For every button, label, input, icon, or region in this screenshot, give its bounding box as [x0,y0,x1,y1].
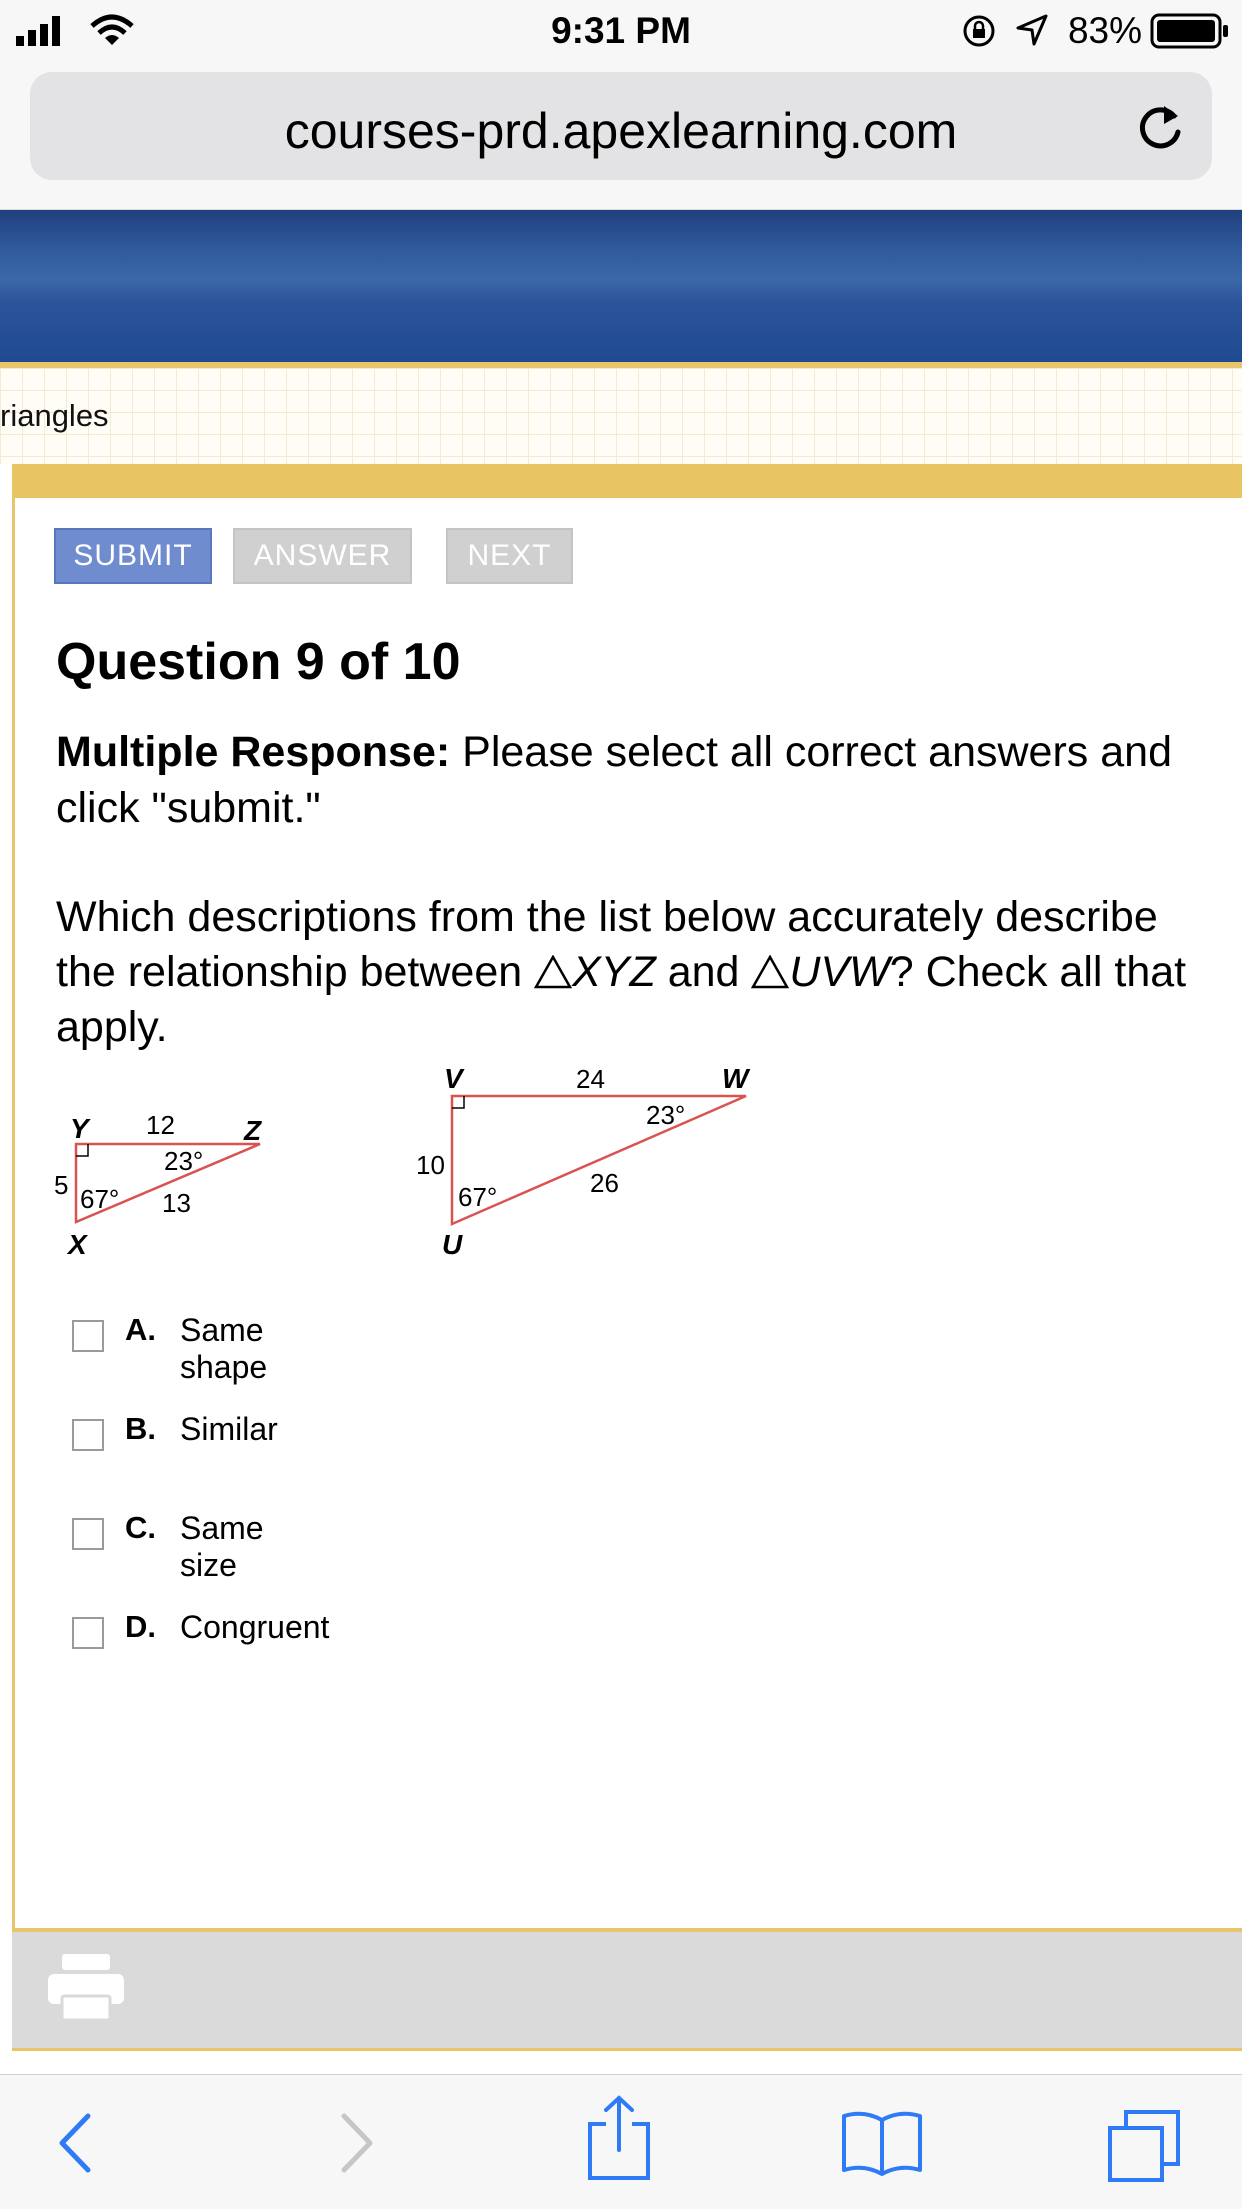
checkbox[interactable] [72,1419,104,1451]
vertex-y: Y [70,1113,89,1144]
browser-address-area [0,62,1242,210]
right-angle-marker [452,1096,464,1108]
side-uv-label: 10 [416,1150,445,1180]
lesson-title-strip [0,368,1242,464]
choice-letter: D. [125,1609,156,1644]
lesson-title: riangles [0,398,109,433]
question-text-part3: ? Check all that apply. [56,948,1187,1051]
question-instruction [56,724,1206,836]
address-bar[interactable] [30,72,1212,180]
angle-u-label: 67° [458,1182,498,1212]
checkbox[interactable] [72,1617,104,1649]
angle-w-label: 23° [646,1100,686,1130]
question-text [56,890,1226,1055]
choice-text[interactable]: Congruent [180,1609,330,1645]
site-header-banner [0,210,1242,365]
share-icon[interactable] [584,2094,654,2182]
side-xz-label: 13 [162,1188,191,1218]
side-xy-label: 5 [54,1170,69,1200]
submit-button[interactable]: SUBMIT [54,528,212,584]
question-title: Question 9 of 10 [56,633,461,691]
triangle-name-uvw: UVW [789,948,890,996]
location-icon [1016,14,1048,46]
instruction-label: Multiple Response: [56,728,451,776]
checkbox[interactable] [72,1518,104,1550]
vertex-x: X [68,1229,87,1260]
side-uw-label: 26 [590,1168,619,1198]
choice-text[interactable]: Same shape [180,1312,268,1385]
panel-footer [12,1928,1242,2051]
vertex-u: U [442,1229,463,1260]
choice-letter: B. [125,1411,156,1446]
next-button[interactable]: NEXT [446,528,573,584]
angle-x-label: 67° [80,1184,120,1214]
choice-letter: A. [125,1312,156,1347]
vertex-z: Z [244,1115,262,1146]
side-vw-label: 24 [576,1064,605,1094]
triangle-xyz [54,1110,262,1260]
checkbox[interactable] [72,1320,104,1352]
vertex-v: V [444,1063,463,1094]
answer-button[interactable]: ANSWER [233,528,412,584]
orientation-lock-icon [962,14,996,48]
side-yz-label: 12 [146,1110,175,1140]
battery-percent: 83% [1067,10,1142,51]
angle-z-label: 23° [164,1146,204,1176]
right-angle-marker [76,1144,88,1156]
choice-letter: C. [125,1510,156,1545]
battery-icon [1150,12,1230,50]
triangles-diagram [40,1050,780,1270]
reload-icon[interactable] [1134,102,1186,154]
bookmarks-icon[interactable] [840,2108,924,2178]
status-bar [0,0,1242,62]
tabs-icon[interactable] [1106,2108,1182,2184]
choice-text[interactable]: Same size [180,1510,264,1583]
vertex-w: W [722,1063,749,1094]
question-text-part1: Which descriptions from the list below accurately describe the relationship between [56,893,1158,996]
url-text[interactable]: courses-prd.apexlearning.com [284,103,958,159]
print-icon[interactable] [46,1952,126,2022]
panel-top-border [12,464,1242,498]
triangle-uvw [416,1063,751,1260]
clock: 9:31 PM [551,10,691,51]
choice-text[interactable]: Similar [180,1411,278,1447]
back-icon[interactable] [44,2108,114,2178]
triangle-symbol-icon [534,955,572,989]
instruction-text: Please select all correct answers and click "submit." [56,728,1172,832]
forward-icon[interactable] [318,2108,388,2178]
question-text-part2: and [655,948,752,996]
triangle-symbol-icon [751,955,789,989]
triangle-name-xyz: XYZ [572,948,656,996]
